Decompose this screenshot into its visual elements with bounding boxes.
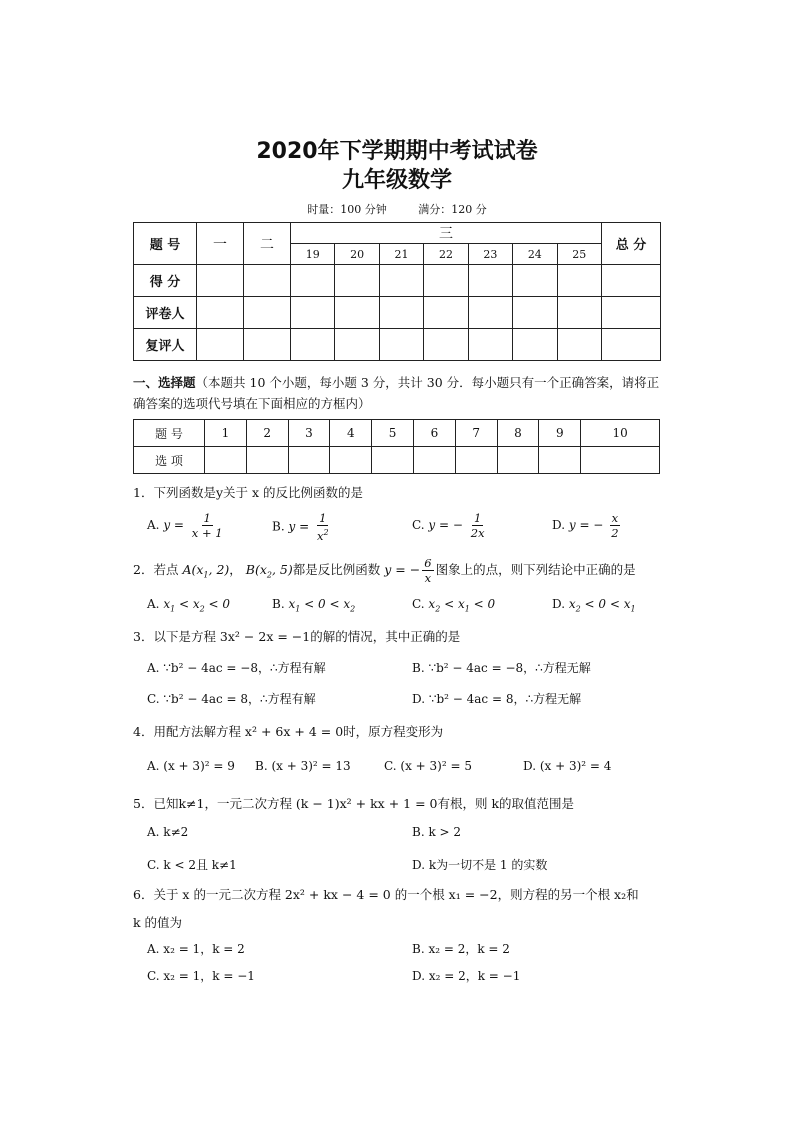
math-expr: $x_2 < 0 < x_1$: [568, 597, 636, 614]
score-cell[interactable]: [602, 297, 661, 329]
answer-cell[interactable]: [497, 447, 539, 474]
question-4-option-b: B. (x + 3)² = 13: [255, 759, 351, 773]
question-6-option-b: B. x₂ = 2，k = 2: [412, 942, 510, 956]
math-expr: y = −: [568, 518, 604, 532]
math-expr: $B(x_2$, 5): [245, 562, 293, 580]
score-cell[interactable]: [244, 297, 291, 329]
score-col-two: 二: [244, 223, 291, 265]
answer-number: 7: [455, 420, 497, 447]
option-label: A.: [147, 597, 160, 611]
stem-part: 图象上的点，则下列结论中正确的是: [435, 562, 636, 577]
fraction: $\frac{x}{2}$: [611, 511, 619, 540]
answer-cell[interactable]: [413, 447, 455, 474]
question-6-stem-line1: 6．关于 x 的一元二次方程 2x² + kx − 4 = 0 的一个根 x₁ = −2，则方程的另一个根 x₂和: [133, 887, 639, 902]
question-2-option-d: [552, 597, 636, 613]
score-cell[interactable]: [468, 265, 512, 297]
score-cell[interactable]: [291, 265, 335, 297]
score-row-label: 评卷人: [134, 297, 197, 329]
exam-subtitle: 九年级数学: [341, 168, 452, 193]
score-sub-number: 24: [513, 244, 557, 265]
answer-cell[interactable]: [372, 447, 414, 474]
answer-cell[interactable]: [288, 447, 330, 474]
score-cell[interactable]: [557, 297, 601, 329]
full-score: 满分：120 分: [418, 203, 487, 216]
math-expr: y = −: [428, 518, 463, 532]
stem-part: 都是反比例函数: [292, 562, 381, 577]
score-cell[interactable]: [197, 297, 244, 329]
answer-number: 10: [581, 420, 660, 447]
score-cell[interactable]: [291, 329, 335, 361]
score-cell[interactable]: [424, 329, 468, 361]
question-5-option-a: A. k≠2: [147, 825, 189, 839]
option-label: C.: [412, 518, 425, 532]
stem-part: 2．若点: [133, 562, 179, 577]
option-label: D.: [552, 597, 566, 611]
fraction: $\frac{1}{x^2}$: [316, 511, 329, 543]
question-1-option-c: [412, 511, 489, 540]
question-6-option-c: C. x₂ = 1，k = −1: [147, 969, 255, 983]
question-2-stem: 2．若点 $A(x_1$, 2)， $B(x_2$, 5)都是反比例函数 y = − $\frac{6}{x}$ 图象上的点，则下列结论中正确的是: [133, 556, 636, 585]
section-heading: 一、选择题: [133, 375, 196, 390]
score-cell[interactable]: [197, 265, 244, 297]
answer-number: 9: [539, 420, 581, 447]
exam-meta: [0, 201, 794, 217]
score-cell[interactable]: [291, 297, 335, 329]
question-2-option-a: [147, 597, 230, 613]
score-cell[interactable]: [335, 329, 379, 361]
score-col-one: 一: [197, 223, 244, 265]
answer-number: 6: [413, 420, 455, 447]
question-6-option-a: A. x₂ = 1，k = 2: [147, 942, 245, 956]
score-cell[interactable]: [557, 329, 601, 361]
question-5-option-d: D. k为一切不是 1 的实数: [412, 858, 548, 872]
answer-cell[interactable]: [246, 447, 288, 474]
math-expr: y =: [163, 518, 184, 532]
score-cell[interactable]: [424, 297, 468, 329]
score-cell[interactable]: [468, 329, 512, 361]
score-cell[interactable]: [602, 329, 661, 361]
answer-number: 1: [205, 420, 247, 447]
question-4-option-d: D. (x + 3)² = 4: [523, 759, 612, 773]
score-cell[interactable]: [379, 329, 423, 361]
score-sub-number: 22: [424, 244, 468, 265]
answer-row-label: 选 项: [134, 447, 205, 474]
time-limit: 时量：100 分钟: [307, 203, 387, 216]
section-instructions: [133, 372, 663, 414]
answer-number: 3: [288, 420, 330, 447]
math-expr: y =: [288, 519, 310, 534]
question-2-option-c: [412, 597, 495, 613]
answer-number: 2: [246, 420, 288, 447]
score-cell[interactable]: [513, 297, 557, 329]
score-col-question: 题 号: [134, 223, 197, 265]
fraction: $\frac{1}{x + 1}$: [191, 511, 223, 540]
answer-cell[interactable]: [205, 447, 247, 474]
question-6-option-d: D. x₂ = 2，k = −1: [412, 969, 521, 983]
score-row-label: 复评人: [134, 329, 197, 361]
question-4-option-a: A. (x + 3)² = 9: [147, 759, 235, 773]
answer-number: 5: [372, 420, 414, 447]
math-expr: $x_1 < 0 < x_2$: [288, 597, 356, 614]
math-expr: $x_2 < x_1 < 0$: [428, 597, 496, 614]
answer-cell[interactable]: [455, 447, 497, 474]
math-expr: $x_1 < x_2 < 0$: [163, 597, 231, 614]
score-cell[interactable]: [557, 265, 601, 297]
question-3-option-a: A. ∵b² − 4ac = −8，∴方程有解: [147, 661, 326, 675]
option-label: B.: [272, 519, 285, 534]
score-table: [133, 222, 661, 361]
score-cell[interactable]: [244, 265, 291, 297]
question-6-stem-line2: k 的值为: [133, 915, 183, 930]
score-col-total: 总 分: [602, 223, 661, 265]
question-3-stem: 3．以下是方程 3x² − 2x = −1的解的情况，其中正确的是: [133, 629, 461, 644]
question-5-option-b: B. k > 2: [412, 825, 462, 839]
question-5-stem: 5．已知k≠1，一元二次方程 (k − 1)x² + kx + 1 = 0有根，则 k的取值范围是: [133, 796, 575, 811]
option-label: B.: [272, 597, 285, 611]
question-1-option-b: [272, 511, 333, 543]
answer-cell[interactable]: [330, 447, 372, 474]
question-1-stem: 1．下列函数是y关于 x 的反比例函数的是: [133, 485, 364, 500]
question-3-option-b: B. ∵b² − 4ac = −8，∴方程无解: [412, 661, 591, 675]
score-cell[interactable]: [513, 329, 557, 361]
question-5-option-c: C. k < 2且 k≠1: [147, 858, 237, 872]
score-cell[interactable]: [379, 297, 423, 329]
question-2-option-b: [272, 597, 355, 613]
score-cell[interactable]: [468, 297, 512, 329]
option-label: D.: [552, 518, 566, 532]
answer-row-label: 题 号: [134, 420, 205, 447]
answer-cell[interactable]: [581, 447, 660, 474]
score-cell[interactable]: [335, 297, 379, 329]
score-sub-number: 20: [335, 244, 379, 265]
score-cell[interactable]: [197, 329, 244, 361]
score-row-label: 得 分: [134, 265, 197, 297]
score-cell[interactable]: [424, 265, 468, 297]
math-expr: y = −: [384, 562, 421, 577]
question-1-option-d: [552, 511, 623, 540]
score-cell[interactable]: [513, 265, 557, 297]
score-sub-number: 19: [291, 244, 335, 265]
question-3-option-c: C. ∵b² − 4ac = 8，∴方程有解: [147, 692, 316, 706]
option-label: A.: [147, 518, 160, 532]
question-1-option-a: [147, 511, 227, 540]
score-cell[interactable]: [602, 265, 661, 297]
fraction: $\frac{1}{2x}$: [470, 511, 485, 540]
score-cell[interactable]: [335, 265, 379, 297]
score-col-three: 三: [291, 223, 602, 244]
answer-table: [133, 419, 660, 474]
fraction: $\frac{6}{x}$: [424, 556, 432, 585]
score-sub-number: 23: [468, 244, 512, 265]
section-instructions-text: （本题共 10 个小题，每小题 3 分，共计 30 分．每小题只有一个正确答案，请将正确答案的选项代号填在下面相应的方框内）: [133, 375, 660, 411]
score-sub-number: 21: [379, 244, 423, 265]
exam-title: 2020年下学期期中考试试卷: [256, 139, 538, 164]
answer-cell[interactable]: [539, 447, 581, 474]
question-4-option-c: C. (x + 3)² = 5: [384, 759, 472, 773]
answer-number: 8: [497, 420, 539, 447]
score-cell[interactable]: [244, 329, 291, 361]
score-cell[interactable]: [379, 265, 423, 297]
math-expr: $A(x_1$, 2): [182, 562, 230, 580]
question-4-stem: 4．用配方法解方程 x² + 6x + 4 = 0时，原方程变形为: [133, 724, 444, 739]
answer-number: 4: [330, 420, 372, 447]
question-3-option-d: D. ∵b² − 4ac = 8，∴方程无解: [412, 692, 582, 706]
score-sub-number: 25: [557, 244, 601, 265]
option-label: C.: [412, 597, 425, 611]
